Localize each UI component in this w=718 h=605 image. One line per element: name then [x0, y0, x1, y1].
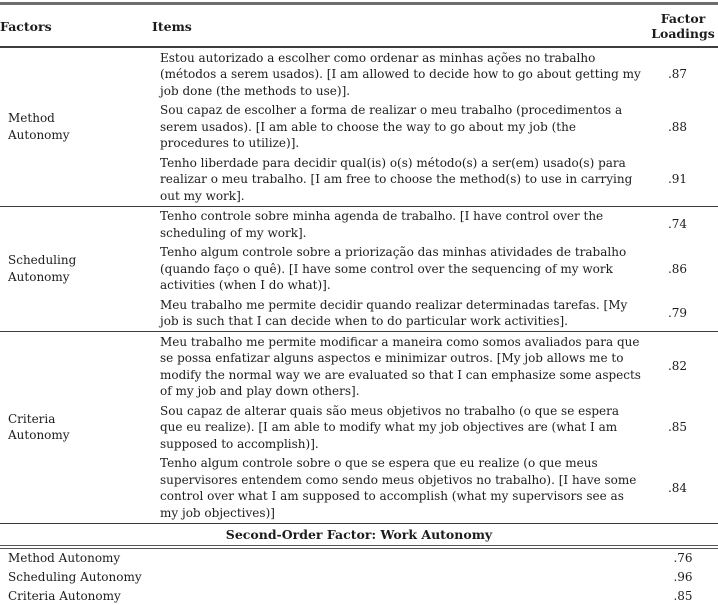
factor-loading-value: .96 — [673, 570, 693, 584]
item-text: Sou capaz de alterar quais são meus objetivos no trabalho (o que se espera que eu realize). [I am able to modify what my job objectives are (what I am supposed to accomplish)]. — [160, 403, 620, 451]
factor-loading-value: .86 — [667, 261, 688, 276]
factor-loading-value: .84 — [667, 480, 688, 495]
table-row — [0, 587, 718, 605]
header-factors: Factors — [0, 4, 152, 48]
second-order-label: Criteria Autonomy — [8, 589, 121, 603]
second-order-label: Method Autonomy — [8, 551, 121, 565]
factor-loading-value: .76 — [673, 551, 693, 565]
table-row — [0, 547, 718, 568]
table-row — [0, 206, 718, 243]
table-header-row — [0, 4, 718, 48]
table-row — [0, 568, 718, 587]
factor-loading-value: .79 — [667, 305, 688, 320]
factor-loading-value: .87 — [648, 47, 718, 101]
table-row — [0, 47, 718, 101]
factor-loading-value: .85 — [667, 420, 688, 434]
factor-loading-value: .85 — [673, 589, 693, 603]
factor-loading-value: .82 — [648, 332, 718, 402]
second-order-title: Second-Order Factor: Work Autonomy — [0, 523, 718, 547]
factor-cell-scheduling-autonomy — [0, 206, 152, 332]
item-text: Tenho algum controle sobre o que se espera que eu realize (o que meus supervisores entendem como sendo meus objetivos no trabalho). [I have some control over what I am supposed to accomplish (what my supervisors see as my job objectives)] — [160, 456, 637, 520]
item-text: Tenho algum controle sobre a priorização das minhas atividades de trabalho (quando faço o quê). [I have some control over the sequencing of my work activities (when I do what)]. — [160, 245, 627, 292]
item-text: Meu trabalho me permite modificar a maneira como somos avaliados para que se possa enfatizar alguns aspectos e minimizar outros. [My job allows me to modify the normal way we are evaluated so that I can emphasize some aspects of my job and play down others]. — [152, 332, 648, 402]
second-order-label: Scheduling Autonomy — [8, 570, 142, 584]
item-text: Meu trabalho me permite decidir quando realizar determinadas tarefas. [My job is such that I can decide when to do particular work activities]. — [160, 297, 628, 328]
header-factor-loadings: Factor Loadings — [648, 4, 718, 48]
factor-loading-value: .74 — [648, 206, 718, 243]
factor-cell-method-autonomy — [0, 47, 152, 206]
factor-label: Criteria Autonomy — [8, 411, 70, 443]
factor-loading-value: .91 — [667, 172, 688, 186]
table-row — [0, 332, 718, 402]
factor-loading-value: .88 — [667, 119, 688, 134]
factor-label: Method Autonomy — [8, 111, 70, 142]
header-items: Items — [152, 4, 648, 48]
factor-label: Scheduling Autonomy — [8, 253, 77, 284]
factor-loadings-table — [0, 2, 718, 605]
item-text: Tenho controle sobre minha agenda de trabalho. [I have control over the scheduling of my work]. — [152, 206, 648, 243]
item-text: Sou capaz de escolher a forma de realizar o meu trabalho (procedimentos a serem usados). [I am able to choose the way to go about my job (the procedures to utilize)]. — [160, 103, 623, 150]
second-order-title-row — [0, 523, 718, 547]
item-text: Estou autorizado a escolher como ordenar as minhas ações no trabalho (métodos a serem usados). [I am allowed to decide how to go about getting my job done (the methods to use)]. — [152, 47, 648, 101]
item-text: Tenho liberdade para decidir qual(is) o(s) método(s) a ser(em) usado(s) para realizar o meu trabalho. [I am free to choose the method(s) to use in carrying out my work]. — [160, 155, 633, 203]
factor-cell-criteria-autonomy — [0, 332, 152, 524]
